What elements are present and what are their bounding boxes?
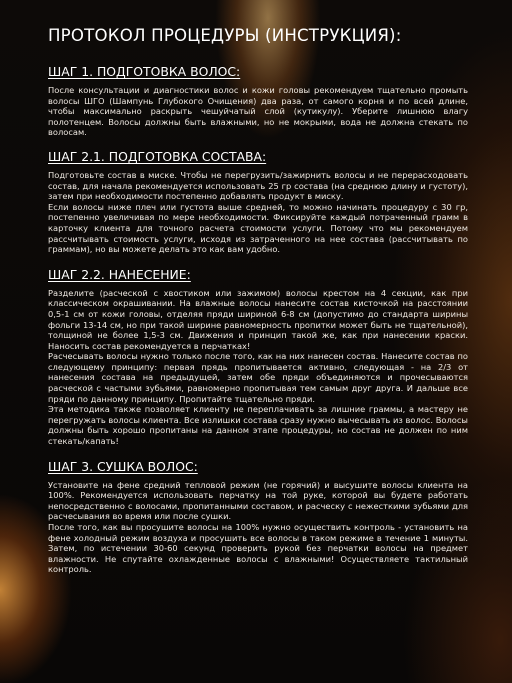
step-2-1-paragraph-1: Подготовьте состав в миске. Чтобы не перегрузить/зажирнить волосы и не перерасходовать состав, для начала рекомендуется использовать 25 гр состава (на среднюю длину и густоту), затем при необходимости постепенно добавлять продукт в миску. bbox=[48, 169, 468, 202]
step-2-2-paragraph-3: Эта методика также позволяет клиенту не переплачивать за лишние граммы, а мастеру не перегружать волосы клиента. Все излишки состава сразу нужно вычесывать из волос. Волосы должны быть хорошо пропитаны на данном этапе процедуры, но состав не должен по ним стекать/капать! bbox=[48, 404, 468, 447]
step-2-2-application bbox=[48, 264, 468, 447]
step-3-paragraph-2: После того, как вы просушите волосы на 100% нужно осуществить контроль - установить на фене холодный режим воздуха и просушить все волосы в таком режиме в течение 1 минуты. Затем, по истечении 30-60 секунд проверить рукой без перчатки волосы на предмет влажности. Не спутайте охлажденные волосы с влажными! Осуществляете тактильный контроль. bbox=[48, 522, 468, 575]
step-3-hair-drying bbox=[48, 456, 468, 575]
step-1-paragraph-1: После консультации и диагностики волос и кожи головы рекомендуем тщательно промыть волосы ШГО (Шампунь Глубокого Очищения) два раза, от самого корня и по всей длине, чтобы максимально раскрыть чешуйчатый слой (кутикулу). Уберите лишнюю влагу полотенцем. Волосы должны быть влажными, но не мокрыми, вода не должна стекать по волосам. bbox=[48, 85, 468, 138]
page-title: ПРОТОКОЛ ПРОЦЕДУРЫ (ИНСТРУКЦИЯ): bbox=[48, 26, 402, 45]
step-2-2-heading: ШАГ 2.2. НАНЕСЕНИЕ: bbox=[48, 266, 191, 282]
step-2-2-paragraph-1: Разделите (расческой с хвостиком или зажимом) волосы крестом на 4 секции, как при классическом окрашивании. На влажные волосы нанесите состав кисточкой на расстоянии 0,5-1 см от кожи головы, отделяя пряди шириной 6-8 см (допустимо до стандарта ширины фольги 13-14 см, но при такой ширине равномерность пропитки может быть не тщательной), толщиной не более 1,5-3 см. Движения и принцип такой же, как при нанесении краски. Наносить состав рекомендуется в перчатках! bbox=[48, 287, 468, 351]
step-2-2-paragraph-2: Расчесывать волосы нужно только после того, как на них нанесен состав. Нанесите состав по следующему принципу: первая прядь пропитывается активно, следующая - на 2/3 от нанесения состава на предыдущей, затем обе пряди объединяются и прочесываются расческой с частыми зубьями, равномерно пропитывая тем самым друг друга. И дальше все пряди по данному принципу. Пропитайте тщательно пряди. bbox=[48, 351, 468, 404]
step-2-1-composition-preparation bbox=[48, 146, 468, 255]
step-3-paragraph-1: Установите на фене средний тепловой режим (не горячий) и высушите волосы клиента на 100%. Рекомендуется использовать перчатку на той руке, которой вы будете работать непосредственно с волосами, пропитанными составом, и расческу с нежесткими зубьями для расчесывания во время или после сушки. bbox=[48, 479, 468, 522]
step-1-heading: ШАГ 1. ПОДГОТОВКА ВОЛОС: bbox=[48, 64, 241, 79]
step-2-1-paragraph-2: Если волосы ниже плеч или густота выше средней, то можно начинать процедуру с 30 гр, постепенно увеличивая по мере необходимости. Фиксируйте каждый потраченный грамм в карточку клиента для точного расчета стоимости услуги. Потому что мы рекомендуем рассчитывать стоимость услуги, исходя из затраченного на нее состава (рассчитывать по граммам), но вы можете делать это как вам удобно. bbox=[48, 201, 468, 255]
step-1-hair-preparation bbox=[48, 61, 468, 138]
step-3-heading: ШАГ 3. СУШКА ВОЛОС: bbox=[48, 458, 198, 474]
step-2-1-heading: ШАГ 2.1. ПОДГОТОВКА СОСТАВА: bbox=[48, 148, 267, 164]
